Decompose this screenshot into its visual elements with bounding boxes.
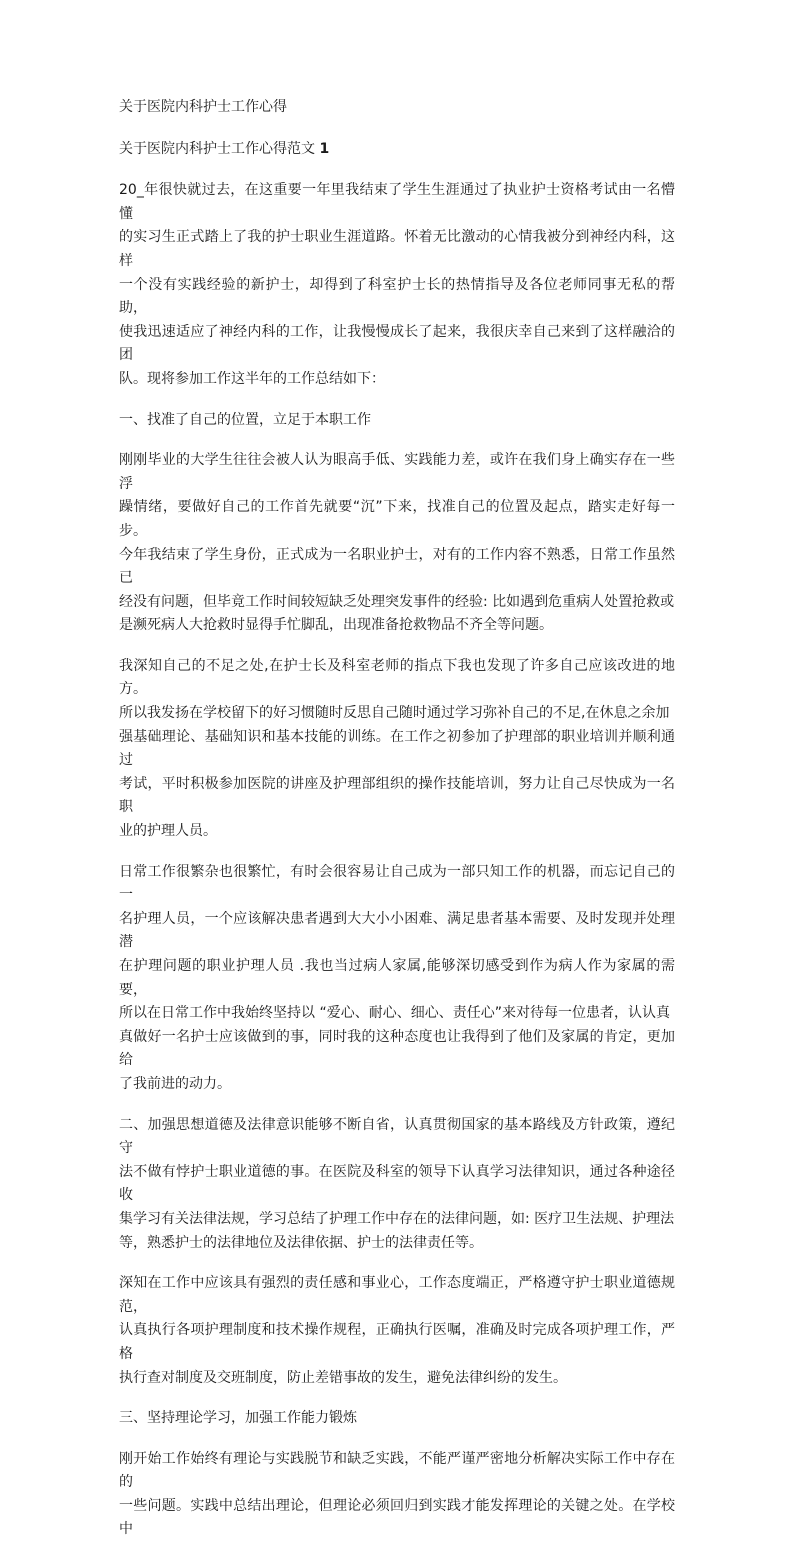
paragraph-spacer xyxy=(119,1097,675,1114)
paragraph-line: 经没有问题，但毕竟工作时间较短缺乏处理突发事件的经验: 比如遇到危重病人处置抢救或 xyxy=(119,593,675,610)
paragraph-spacer xyxy=(119,844,675,861)
paragraph-line: 是濒死病人大抢救时显得手忙脚乱，出现准备抢救物品不齐全等问题。 xyxy=(119,617,553,634)
paragraph-spacer xyxy=(119,432,675,449)
paragraph-line: 集学习有关法律法规，学习总结了护理工作中存在的法律问题，如: 医疗卫生法规、护理法 xyxy=(119,1210,675,1227)
section-heading xyxy=(119,409,675,433)
paragraph-line: 躁情绪，要做好自己的工作首先就要“沉”下来，找准自己的位置及起点，踏实走好每一步。 xyxy=(119,499,675,539)
paragraph-line: 执行查对制度及交班制度，防止差错事故的发生，避免法律纠纷的发生。 xyxy=(119,1369,567,1386)
paragraph-line: 的实习生正式踏上了我的护士职业生涯道路。怀着无比激动的心情我被分到神经内科，这样 xyxy=(119,229,675,269)
paragraph xyxy=(119,179,675,391)
paragraph-line: 所以在日常工作中我始终坚持以 “爱心、耐心、细心、责任心”来对待每一位患者，认认真 xyxy=(119,1005,670,1022)
paragraph-line: 了我前进的动力。 xyxy=(119,1075,231,1092)
paragraph-line: 认真执行各项护理制度和技术操作规程，正确执行医嘱，准确及时完成各项护理工作，严格 xyxy=(119,1322,675,1362)
paragraph-line: 一个没有实践经验的新护士，却得到了科室护士长的热情指导及各位老师同事无私的帮助， xyxy=(119,276,675,317)
subtitle-text: 关于医院内科护士工作心得范文 xyxy=(119,140,315,157)
document-body xyxy=(119,179,675,1542)
paragraph-line: 一、找准了自己的位置，立足于本职工作 xyxy=(119,411,371,428)
paragraph-spacer xyxy=(119,1431,675,1448)
section-heading xyxy=(119,1407,675,1431)
paragraph-spacer xyxy=(119,1390,675,1407)
paragraph-line: 日常工作很繁杂也很繁忙，有时会很容易让自己成为一部只知工作的机器，而忘记自己的一 xyxy=(119,863,675,904)
paragraph-line: 考试，平时积极参加医院的讲座及护理部组织的操作技能培训，努力让自己尽快成为一名职 xyxy=(119,775,675,816)
paragraph xyxy=(119,449,675,638)
document-title: 关于医院内科护士工作心得 xyxy=(119,99,287,115)
paragraph-line: 一些问题。实践中总结出理论，但理论必须回归到实践才能发挥理论的关键之处。在学校中 xyxy=(119,1497,675,1538)
paragraph-line: 在护理问题的职业护理人员 .我也当过病人家属,能够深切感受到作为病人作为家属的需要， xyxy=(119,958,675,998)
paragraph xyxy=(119,655,675,844)
paragraph-line: 等，熟悉护士的法律地位及法律依据、护士的法律责任等。 xyxy=(119,1234,483,1251)
paragraph-spacer xyxy=(119,392,675,409)
paragraph-line: 20_年很快就过去，在这重要一年里我结束了学生生涯通过了执业护士资格考试由一名懵懂 xyxy=(119,182,675,222)
document-page xyxy=(119,96,675,1542)
paragraph-line: 队。现将参加工作这半年的工作总结如下： xyxy=(119,370,385,387)
paragraph-line: 三、坚持理论学习，加强工作能力锻炼 xyxy=(119,1410,357,1427)
paragraph-line: 强基础理论、基础知识和基本技能的训练。在工作之初参加了护理部的职业培训并顺利通过 xyxy=(119,728,675,769)
paragraph xyxy=(119,1114,675,1256)
document-subtitle xyxy=(119,138,675,162)
paragraph xyxy=(119,861,675,1097)
paragraph-line: 二、加强思想道德及法律意识能够不断自省，认真贯彻国家的基本路线及方针政策，遵纪守 xyxy=(119,1116,675,1157)
paragraph-line: 今年我结束了学生身份，正式成为一名职业护士，对有的工作内容不熟悉，日常工作虽然已 xyxy=(119,546,675,587)
paragraph-line: 名护理人员，一个应该解决患者遇到大大小小困难、满足患者基本需要、及时发现并处理潜 xyxy=(119,910,675,951)
paragraph-line: 深知在工作中应该具有强烈的责任感和事业心，工作态度端正，严格遵守护士职业道德规范， xyxy=(119,1275,675,1315)
paragraph-spacer xyxy=(119,1255,675,1272)
paragraph-line: 使我迅速适应了神经内科的工作，让我慢慢成长了起来，我很庆幸自己来到了这样融洽的团 xyxy=(119,323,675,364)
paragraph-line: 我深知自己的不足之处,在护士长及科室老师的指点下我也发现了许多自己应该改进的地方。 xyxy=(119,657,675,698)
paragraph-line: 刚刚毕业的大学生往往会被人认为眼高手低、实践能力差，或许在我们身上确实存在一些浮 xyxy=(119,452,675,492)
subtitle-number: 1 xyxy=(319,140,330,157)
paragraph-spacer xyxy=(119,638,675,655)
paragraph-line: 业的护理人员。 xyxy=(119,823,217,840)
paragraph-line: 法不做有悖护士职业道德的事。在医院及科室的领导下认真学习法律知识，通过各种途径收 xyxy=(119,1163,675,1204)
paragraph-line: 刚开始工作始终有理论与实践脱节和缺乏实践，不能严谨严密地分析解决实际工作中存在的 xyxy=(119,1450,675,1491)
paragraph-line: 所以我发扬在学校留下的好习惯随时反思自己随时通过学习弥补自己的不足,在休息之余加 xyxy=(119,705,670,722)
paragraph-line: 真做好一名护士应该做到的事，同时我的这种态度也让我得到了他们及家属的肯定，更加给 xyxy=(119,1028,675,1069)
paragraph xyxy=(119,1272,675,1390)
paragraph xyxy=(119,1448,675,1542)
